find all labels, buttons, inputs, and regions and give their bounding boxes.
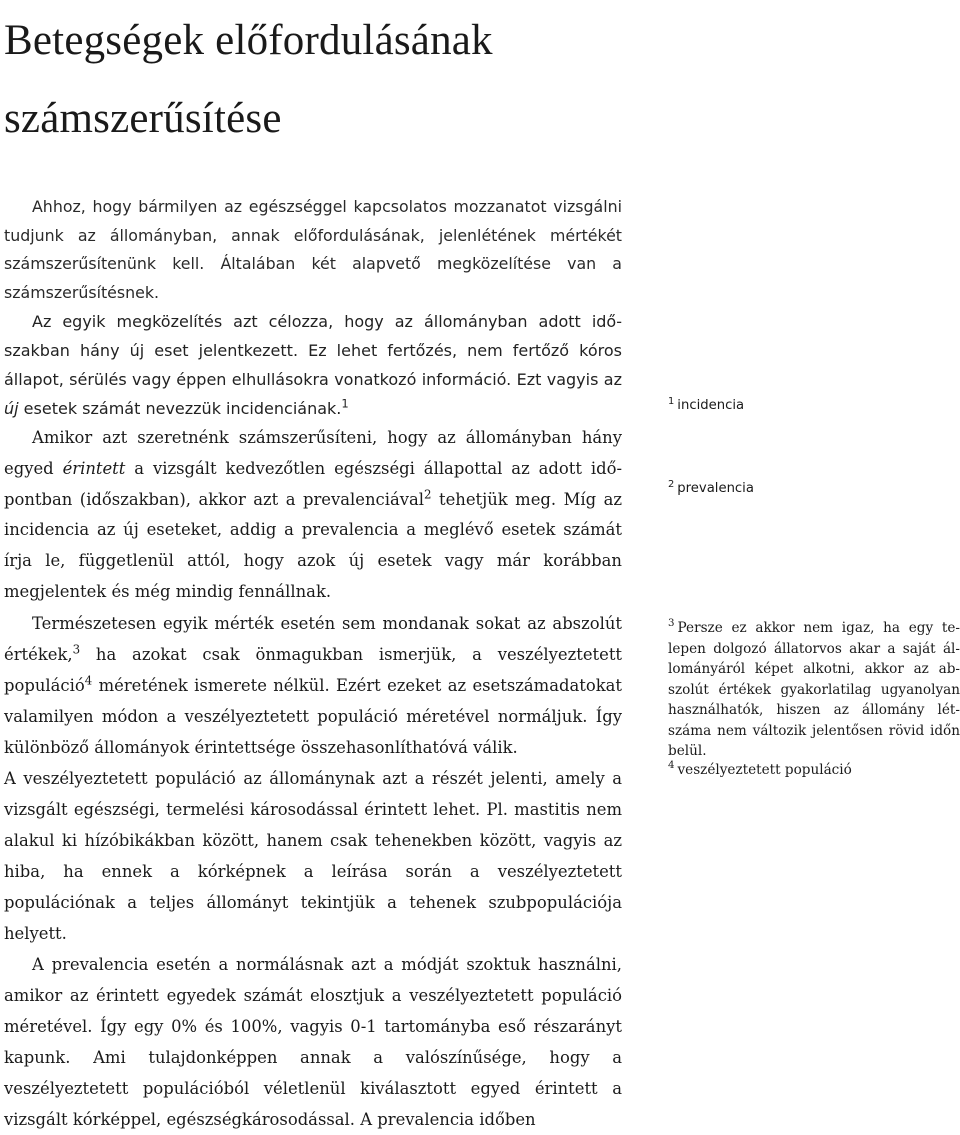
paragraph-incidence-end: esetek számát nevezzük incidenciának. [18,399,342,418]
paragraph-prevalence [4,423,622,608]
sidenote-1-mark: 1 [668,395,675,407]
paragraph-population: A veszélyeztetett populáció az állománynak azt a részét jelenti, amely a vizsgált egészségi, termelési károsodással érintett lehet. Pl. mastitis nem alakul ki hízóbikákban között, hanem csak tehenekben között, vagyis az hiba, ha ennek a kórképnek a leírása során a veszélyeztetett populációnak a teljes állományt tekintjük a tehenek szubpopulációja helyett. [4,768,622,943]
page-title-line-1: Betegségek előfordulásának [4,17,493,64]
footnote-mark-1: 1 [341,396,349,411]
footnote-mark-2: 2 [424,487,432,502]
sidenote-3 [668,618,960,762]
paragraph-prevalence-a: Amikor azt szeretnénk számszerűsíteni, hogy az állományban hány egyed [4,428,622,478]
sidenote-4-text: veszélyeztetett populáció [677,762,852,778]
paragraph-absolute-c: méretének ismerete nélkül. Ezért ezeket az esetszámadatokat valamilyen módon a veszélyeztetett populáció méretével normáljuk. Így különböző állományok érintettsége összehasonlíthatóvá válik. [4,675,622,757]
footnote-mark-4: 4 [84,673,93,688]
sidenote-4-mark: 4 [668,760,675,772]
footnote-mark-3: 3 [72,642,81,657]
sidenote-3-text: Persze ez akkor nem igaz, ha egy telepen dolgozó állatorvos akar a saját állományáról képet alkotni, akkor az abszolút értékek gyakorlatilag ugyanolyan használhatók, hiszen az állomány létszáma nem változik jelentősen rövid időn belül. [668,620,960,759]
sidenote-3-mark: 3 [668,618,675,630]
italic-erintett: érintett [62,458,126,478]
page-title-line-2: számszerűsítése [4,95,282,142]
paragraph-absolute-b: ha azokat csak önmagukban ismerjük, a veszélyeztetett populáció [4,644,622,695]
sidenote-2-text: prevalencia [677,481,754,496]
paragraph-absolute-values [4,608,622,763]
sidenote-2 [668,479,960,500]
sidenote-1-text: incidencia [677,398,745,413]
paragraph-incidence-text: Ez lehet fertőzés, nem fertőző kóros állapot, sérülés vagy éppen elhullásokra vonatkozó információ. Ezt vagyis az [4,341,622,389]
italic-uj: új [4,399,19,418]
sidenote-1 [668,396,960,417]
paragraph-incidence-lead: Az egyik megközelítés azt célozza, hogy az állományban adott időszakban hány új eset jelentkezett. [4,312,622,360]
sidenote-2-mark: 2 [668,478,675,490]
paragraph-prevalence-c: tehetjük meg. Míg az incidencia az új eseteket, addig a prevalencia a meglévő esetek számát írja le, függetlenül attól, hogy azok új esetek vagy már korábban megjelentek és még mindig fennállnak. [4,489,622,601]
paragraph-intro: Ahhoz, hogy bármilyen az egészséggel kapcsolatos mozzanatot vizsgálni tudjunk az állományban, annak előfordulásának, jelenlétének mértékét számszerűsítenünk kell. Általában két alapvető megközelítése van a számszerűsítésnek. [4,197,622,302]
main-text [4,193,622,1135]
page-title [4,2,644,158]
paragraph-absolute-a: Természetesen egyik mérték esetén sem mondanak sokat az abszolút értékek, [4,613,622,664]
paragraph-normalization: A prevalencia esetén a normálásnak azt a módját szoktuk használni, amikor az érintett egyedek számát elosztjuk a veszélyeztetett populáció méretével. Így egy 0% és 100%, vagyis 0-1 tartományba eső részarányt kapunk. Ami tulajdonképpen annak a valószínűsége, hogy a veszélyeztetett populációból véletlenül kiválasztott egyed érintett a vizsgált kórképpel, egészségkárosodással. A prevalencia időben [4,954,622,1129]
sidenote-4 [668,760,960,781]
paragraph-incidence [4,307,622,423]
paragraph-prevalence-b: a vizsgált kedvezőtlen egészségi állapottal az adott időpontban (időszakban), akkor azt a prevalenciával [4,458,622,509]
